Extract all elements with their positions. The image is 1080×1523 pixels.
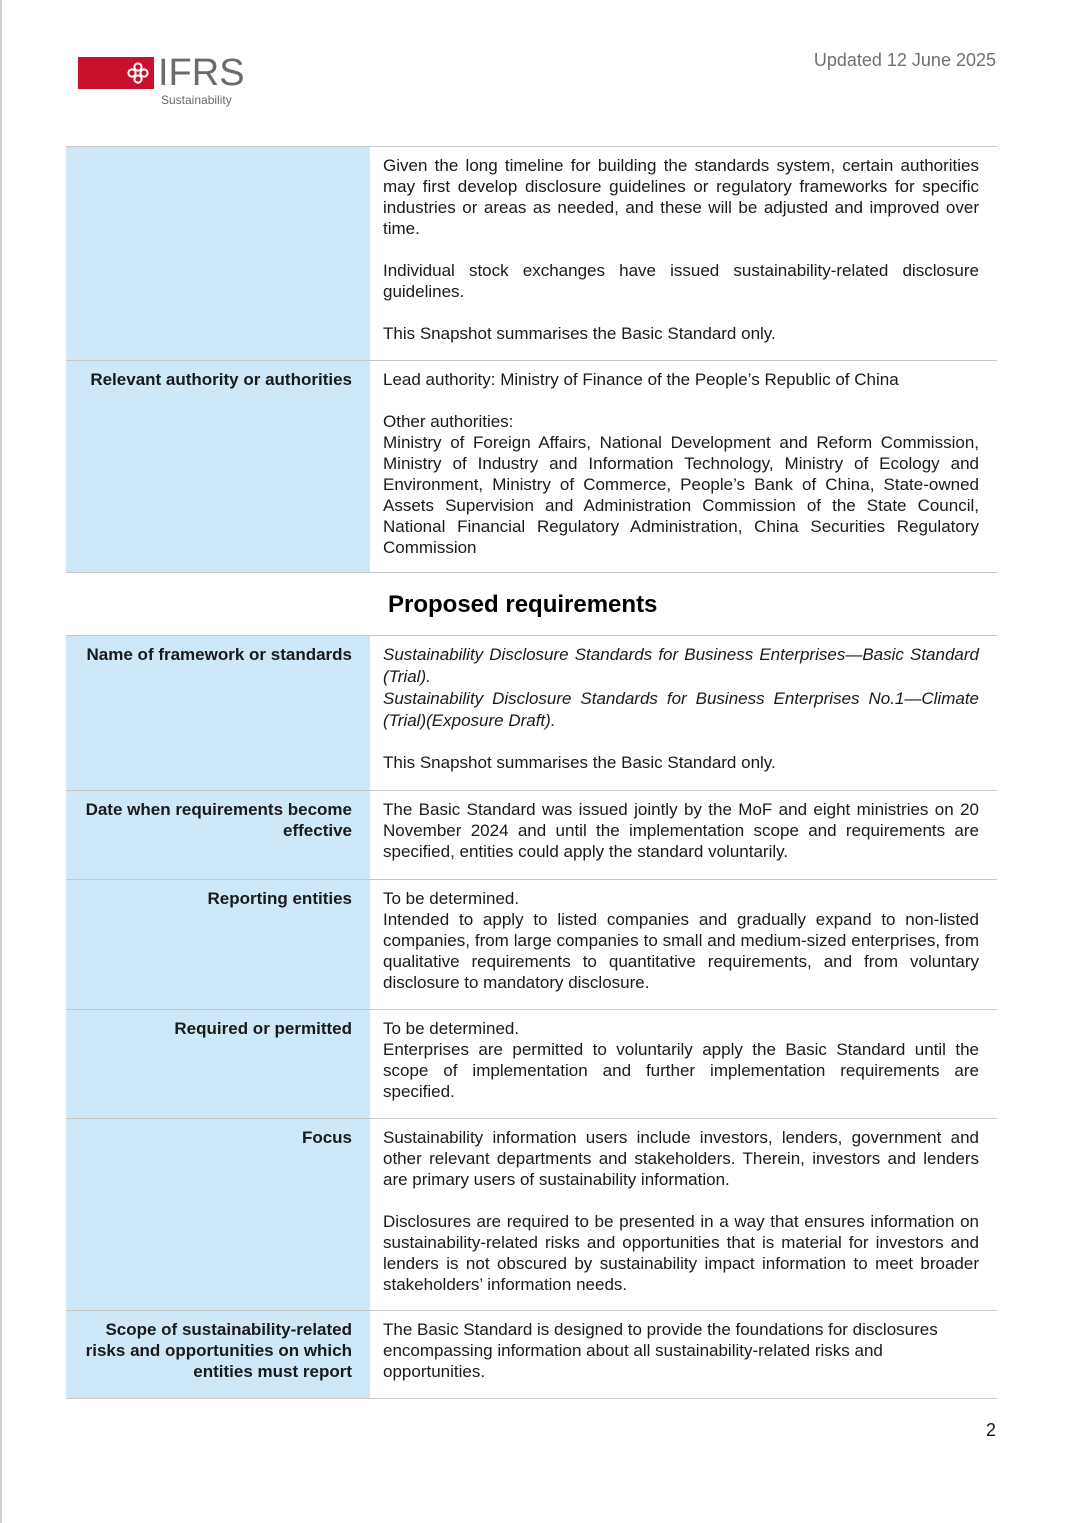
row-label: Reporting entities: [66, 880, 370, 1010]
paragraph: This Snapshot summarises the Basic Standard only.: [383, 324, 776, 343]
table-row: [66, 1119, 997, 1311]
paragraph: Disclosures are required to be presented in a way that ensures information on sustainability-related risks and opportunities that is material for investors and lenders is not obscured by sustainability impact information to meet broader stakeholders’ information needs.: [383, 1212, 979, 1294]
paragraph: Other authorities:: [383, 412, 514, 431]
row-label: [66, 147, 370, 361]
logo-wordmark: IFRS: [158, 52, 245, 94]
table-row: [66, 361, 997, 573]
logo-subtitle: Sustainability: [161, 93, 232, 107]
logo-flower-icon: [126, 61, 150, 85]
paragraph: Enterprises are permitted to voluntarily apply the Basic Standard until the scope of implementation and further implementation requirements are specified.: [383, 1040, 979, 1101]
row-label: Required or permitted: [66, 1010, 370, 1119]
table-row: [66, 880, 997, 1010]
updated-date: Updated 12 June 2025: [813, 50, 996, 70]
italic-text: [383, 644, 979, 688]
table-row: [66, 636, 997, 791]
row-label: Focus: [66, 1119, 370, 1311]
paragraph: To be determined.: [383, 889, 520, 908]
table-row: [66, 1311, 997, 1399]
italic-text: [383, 688, 979, 732]
paragraph: The Basic Standard was issued jointly by the MoF and eight ministries on 20 November 2024 and until the implementation scope and requirements are specified, entities could apply the standard voluntarily.: [383, 800, 979, 861]
paragraph: Ministry of Foreign Affairs, National Development and Reform Commission, Ministry of Industry and Information Technology, Ministry of Ecology and Environment, Ministry of Commerce, People’s Bank of China, State-owned Assets Supervision and Administration Commission of the State Council, National Financial Regulatory Administration, China Securities Regulatory Commission: [383, 433, 979, 557]
row-label: Date when requirements become effective: [66, 791, 370, 880]
row-value: [370, 636, 997, 791]
row-value: [370, 1010, 997, 1119]
row-value: [370, 1119, 997, 1311]
paragraph: Sustainability information users include investors, lenders, government and other relevant departments and stakeholders. Therein, investors and lenders are primary users of sustainability information.: [383, 1128, 979, 1189]
paragraph: The Basic Standard is designed to provide the foundations for disclosures encompassing information about all sustainability-related risks and opportunities.: [383, 1320, 938, 1381]
paragraph: Lead authority: Ministry of Finance of the People’s Republic of China: [383, 370, 899, 389]
paragraph: Individual stock exchanges have issued sustainability-related disclosure guidelines.: [383, 261, 979, 301]
section-title: Proposed requirements: [388, 591, 658, 618]
row-label: Name of framework or standards: [66, 636, 370, 791]
row-label: Relevant authority or authorities: [66, 361, 370, 573]
paragraph: Intended to apply to listed companies and gradually expand to non-listed companies, from large companies to small and medium-sized enterprises, from qualitative requirements to quantitative requirements, and from voluntary disclosure to mandatory disclosure.: [383, 910, 979, 992]
table-row: [66, 791, 997, 880]
row-value: [370, 880, 997, 1010]
ifrs-logo: [78, 53, 258, 113]
table-row: [66, 1010, 997, 1119]
row-value: [370, 791, 997, 880]
table-row: [66, 147, 997, 361]
authority-table: [66, 146, 997, 573]
page-number: 2: [985, 1420, 996, 1440]
requirements-table: [66, 635, 997, 1399]
standard-name: Sustainability Disclosure Standards for Business Enterprises—Basic Standard (Trial).: [383, 645, 979, 686]
row-value: [370, 1311, 997, 1399]
row-value: [370, 361, 997, 573]
row-label: Scope of sustainability-related risks and opportunities on which entities must report: [66, 1311, 370, 1399]
paragraph: To be determined.: [383, 1019, 520, 1038]
paragraph: Given the long timeline for building the standards system, certain authorities may first develop disclosure guidelines or regulatory frameworks for specific industries or areas as needed, and these will be adjusted and improved over time.: [383, 156, 979, 238]
row-value: [370, 147, 997, 361]
standard-name: Sustainability Disclosure Standards for Business Enterprises No.1—Climate (Trial)(Exposure Draft).: [383, 689, 979, 730]
page-edge: [0, 0, 2, 1523]
paragraph: This Snapshot summarises the Basic Standard only.: [383, 753, 776, 772]
